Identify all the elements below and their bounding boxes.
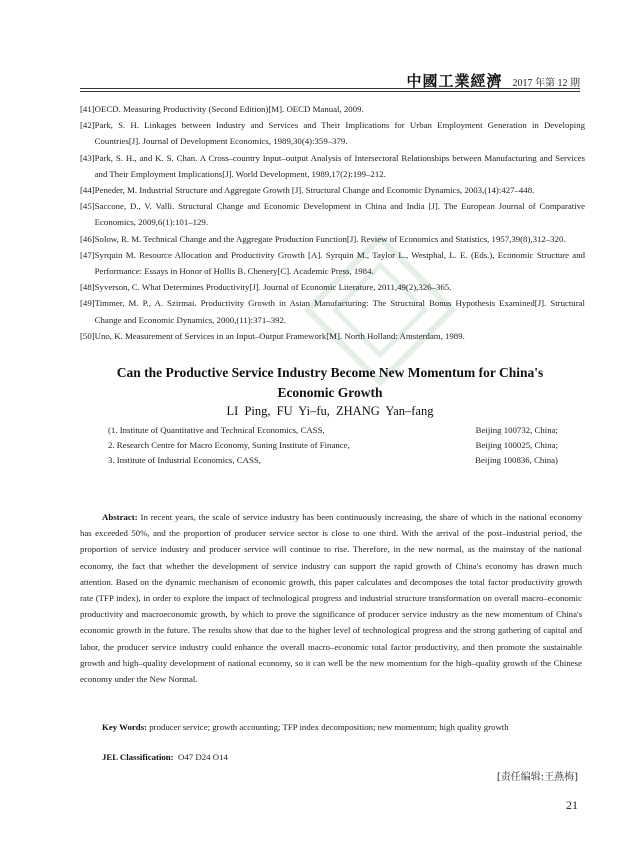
article-title-line-2: Economic Growth xyxy=(277,385,383,400)
affiliation-item xyxy=(108,453,558,468)
reference-item xyxy=(80,328,585,344)
abstract xyxy=(80,509,582,687)
reference-list xyxy=(80,101,585,344)
reference-text: Park, S. H. Linkages between Industry and Services and Their Implications for Urban Employment Generation in Developing Countries[J]. Journal of Development Economics, 1989,30(4):359–379. xyxy=(94,120,585,147)
reference-item xyxy=(80,279,585,295)
reference-item xyxy=(80,231,585,247)
affiliation-location: Beijing 100836, China) xyxy=(475,455,558,466)
reference-text: Uno, K. Measurement of Services in an Input–Output Framework[M]. North Holland: Amsterdam, 1989. xyxy=(94,330,465,341)
reference-number: [46] xyxy=(80,233,95,244)
jel-classification xyxy=(102,752,228,762)
editor-note: [责任编辑:王燕梅] xyxy=(496,772,578,783)
page-number: 21 xyxy=(566,798,578,812)
reference-text: Timmer, M. P., A. Szirmai. Productivity Growth in Asian Manufacturing: The Structural Bonus Hypothesis Examined[J]. Structural Change and Economic Dynamics, 2000,(11):371–392. xyxy=(94,298,585,325)
reference-number: [44] xyxy=(80,185,95,196)
reference-item xyxy=(80,101,585,117)
reference-text: Solow, R. M. Technical Change and the Aggregate Production Function[J]. Review of Economics and Statistics, 1957,39(8),312–320. xyxy=(94,233,566,244)
affiliation-location: Beijing 100025, China; xyxy=(475,440,558,451)
affiliation-name: 3. Institute of Industrial Economics, CASS, xyxy=(108,455,261,466)
reference-number: [41] xyxy=(80,104,95,114)
keywords-label: Key Words: xyxy=(102,722,148,732)
jel-label: JEL Classification: xyxy=(102,752,174,762)
header-rule-thin xyxy=(80,91,580,92)
reference-text: Park, S. H., and K. S. Chan. A Cross–country Input–output Analysis of Intersectoral Relationships between Manufacturing and Services and Their Employment Implications[J]. World Development, 1989,17(2):199–212. xyxy=(94,152,585,179)
jel-codes: O47 D24 O14 xyxy=(178,752,228,762)
abstract-text: In recent years, the scale of service industry has been continuously increasing, the share of which in the national economy has exceeded 50%, and the proportion of producer service sector is close to one third. With the arrival of the post–industrial period, the proportion of service industry and producer service will continue to rise. Therefore, in the new normal, as the mainstay of the national economy, the fact that whether the development of service industry can support the rapid growth of China's economy has drawn much attention. Based on the dynamic mechanism of economic growth, this paper calculates and decomposes the total factor productivity growth rate (TFP index), in order to explore the impact of technological progress and industrial structure transformation on overall macro–economic productivity and macroeconomic growth, by which to prove the significance of producer service industry as the new momentum of China's economic growth in the future. The results show that due to the higher level of technological progress and the strong gathering of capital and labor, the producer service industry could enhance the overall macro–economic total factor productivity, and then promote the sustainable growth and high–quality development of national economy, so it can well be the new momentum for the high–quality growth of the Chinese economy under the New Normal. xyxy=(80,512,582,685)
article-title-line-1: Can the Productive Service Industry Become New Momentum for China's xyxy=(116,365,544,380)
reference-item xyxy=(80,198,585,230)
article-title xyxy=(80,363,580,403)
reference-item xyxy=(80,295,585,327)
abstract-label: Abstract: xyxy=(102,512,138,522)
reference-number: [43] xyxy=(80,152,95,163)
reference-item xyxy=(80,117,585,149)
reference-text: OECD. Measuring Productivity (Second Edition)[M]. OECD Manual, 2009. xyxy=(94,104,364,114)
affiliation-item xyxy=(108,423,558,438)
reference-number: [48] xyxy=(80,282,95,293)
reference-number: [49] xyxy=(80,298,95,309)
reference-item xyxy=(80,247,585,279)
reference-number: [45] xyxy=(80,201,95,212)
issue-label: 2017 年第 12 期 xyxy=(512,78,580,89)
affiliation-item xyxy=(108,438,558,453)
reference-text: Saccone, D., V. Valli. Structural Change and Economic Development in China and India [J]. The European Journal of Comparative Economics, 2009,6(1):101–129. xyxy=(94,201,585,228)
reference-item xyxy=(80,182,585,198)
keywords xyxy=(80,719,582,735)
reference-text: Syverson, C. What Determines Productivity[J]. Journal of Economic Literature, 2011,49(2),326–365. xyxy=(94,282,452,293)
header-rule xyxy=(80,88,580,89)
reference-item xyxy=(80,150,585,182)
author-list: LI Ping, FU Yi–fu, ZHANG Yan–fang xyxy=(226,404,434,418)
reference-number: [50] xyxy=(80,330,95,341)
affiliation-name: 2. Research Centre for Macro Economy, Suning Institute of Finance, xyxy=(108,440,350,451)
reference-number: [42] xyxy=(80,120,95,131)
reference-text: Syrquin M. Resource Allocation and Productivity Growth [A]. Syrquin M., Taylor L., Westphal, L. E. (Eds.), Economic Structure and Performance: Essays in Honor of Hollis B. Chenery[C]. Academic Press, 1984. xyxy=(94,249,585,277)
journal-name: 中國工業經濟 xyxy=(406,72,503,90)
reference-number: [47] xyxy=(80,249,95,260)
affiliation-name: (1. Institute of Quantitative and Technical Economics, CASS, xyxy=(108,425,325,435)
affiliation-list xyxy=(108,423,558,469)
reference-text: Peneder, M. Industrial Structure and Aggregate Growth [J]. Structural Change and Economic Dynamics, 2003,(14):427–448. xyxy=(94,185,535,196)
affiliation-location: Beijing 100732, China; xyxy=(475,425,558,435)
keywords-text: producer service; growth accounting; TFP index decomposition; new momentum; high quality growth xyxy=(149,722,509,732)
